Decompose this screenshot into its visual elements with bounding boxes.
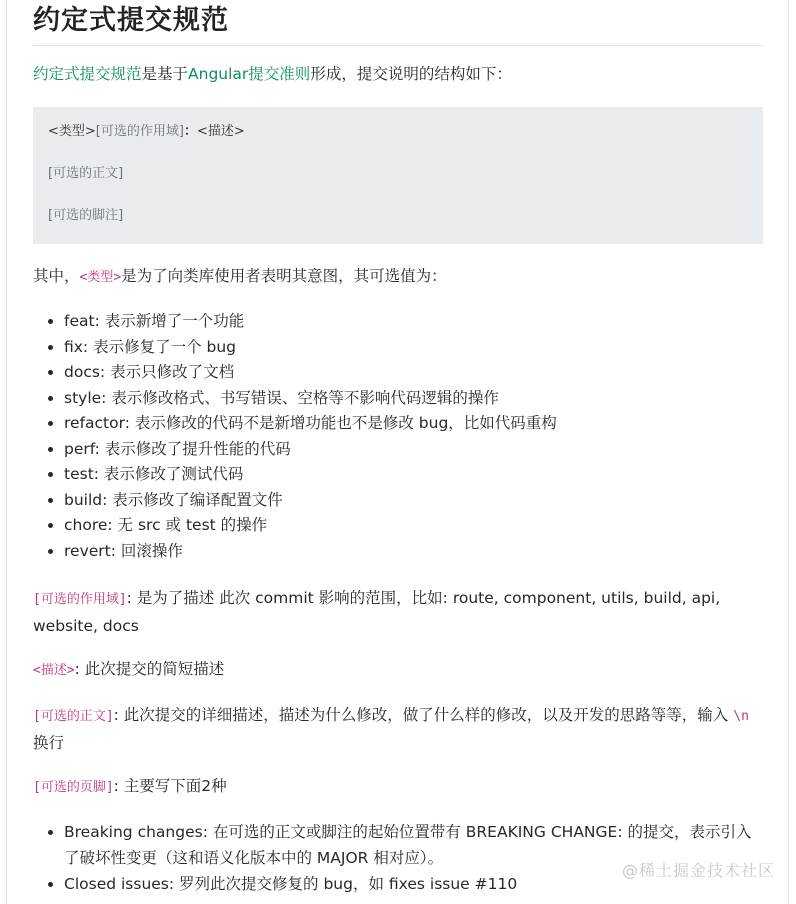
code-body: [可选的正文] xyxy=(48,166,124,181)
list-item: • feat: 表示新增了一个功能 xyxy=(64,309,763,335)
intro-text-1: 是基于 xyxy=(141,65,189,83)
scope-text: : 是为了描述 此次 commit 影响的范围，比如: route, component, utils, build, api, website, docs xyxy=(33,589,721,635)
types-intro-paragraph xyxy=(33,263,763,291)
type-tag: <类型> xyxy=(79,270,122,285)
newline-code: \n xyxy=(733,709,749,724)
list-item: • Breaking changes: 在可选的正文或脚注的起始位置带有 BREAKING CHANGE: 的提交，表示引入了破坏性变更（这和语义化版本中的 MAJOR 相对应）。 xyxy=(64,819,763,871)
list-item: • perf: 表示修改了提升性能的代码 xyxy=(64,437,763,463)
frame-border-right xyxy=(788,0,789,904)
code-type: <类型> xyxy=(48,124,96,139)
frame-border-left xyxy=(6,0,7,904)
title-divider xyxy=(33,45,763,46)
juejin-watermark: @稀土掘金技术社区 xyxy=(622,861,776,880)
types-list xyxy=(33,309,763,564)
code-block xyxy=(33,107,763,244)
desc-paragraph xyxy=(33,656,763,684)
angular-guidelines-link[interactable]: Angular提交准则 xyxy=(188,65,311,83)
desc-text: : 此次提交的简短描述 xyxy=(74,660,225,678)
code-line-body xyxy=(48,165,123,183)
scope-paragraph xyxy=(33,585,763,639)
body-text-1: : 此次提交的详细描述，描述为什么修改，做了什么样的修改，以及开发的思路等等，输入 xyxy=(113,706,734,724)
list-item: • revert: 回滚操作 xyxy=(64,539,763,565)
intro-text-2: 形成，提交说明的结构如下： xyxy=(310,65,512,83)
code-desc: <描述> xyxy=(196,124,245,139)
body-tag: [可选的正文] xyxy=(33,709,114,724)
desc-tag: <描述> xyxy=(33,663,75,678)
body-paragraph xyxy=(33,702,763,756)
list-item: • Closed issues: 罗列此次提交修复的 bug，如 fixes issue #110 xyxy=(64,871,763,897)
code-line-header xyxy=(48,123,245,141)
list-item: • chore: 无 src 或 test 的操作 xyxy=(64,513,763,539)
footer-tag: [可选的页脚] xyxy=(33,780,114,795)
code-colon: ： xyxy=(183,124,197,139)
code-footer: [可选的脚注] xyxy=(48,208,124,223)
code-line-footer xyxy=(48,207,123,225)
scope-tag: [可选的作用域] xyxy=(33,592,127,607)
conventional-commits-link[interactable]: 约定式提交规范 xyxy=(33,65,142,83)
list-item: • test: 表示修改了测试代码 xyxy=(64,462,763,488)
body-text-2: 换行 xyxy=(33,734,65,752)
code-scope: [可选的作用域] xyxy=(95,124,184,139)
types-intro-suffix: 是为了向类库使用者表明其意图，其可选值为： xyxy=(121,267,447,285)
intro-paragraph xyxy=(33,61,763,87)
types-intro-prefix: 其中， xyxy=(33,267,80,285)
list-item: • refactor: 表示修改的代码不是新增功能也不是修改 bug，比如代码重构 xyxy=(64,411,763,437)
list-item: • docs: 表示只修改了文档 xyxy=(64,360,763,386)
footer-paragraph xyxy=(33,773,763,801)
list-item: • build: 表示修改了编译配置文件 xyxy=(64,488,763,514)
footer-text: : 主要写下面2种 xyxy=(113,777,227,795)
page-title: 约定式提交规范 xyxy=(33,5,229,36)
list-item: • fix: 表示修复了一个 bug xyxy=(64,335,763,361)
list-item: • style: 表示修改格式、书写错误、空格等不影响代码逻辑的操作 xyxy=(64,386,763,412)
